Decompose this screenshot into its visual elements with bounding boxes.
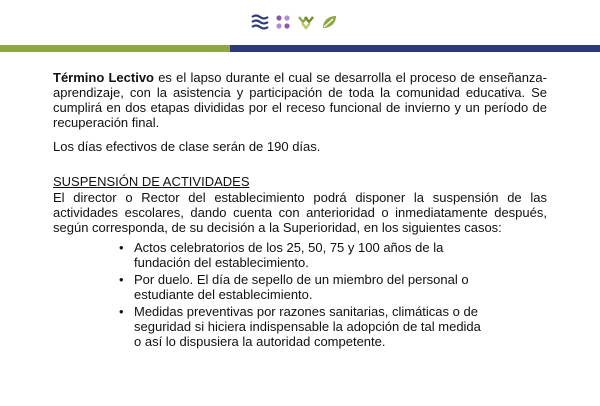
list-item <box>119 304 484 349</box>
suspension-paragraph: El director o Rector del establecimiento podrá disponer la suspensión de las actividades escolares, dando cuenta con anterioridad o inmediatamente después, según corresponda, de su decisión a la Superioridad, en los siguientes casos: <box>53 190 547 235</box>
bullet-icon: • <box>119 272 124 287</box>
document-body <box>53 70 547 351</box>
list-item <box>119 272 484 302</box>
list-item <box>119 240 484 270</box>
term-name: Término Lectivo <box>53 70 154 85</box>
four-dots-icon <box>275 14 291 30</box>
double-chevron-icon <box>297 14 315 30</box>
section-heading: SUSPENSIÓN DE ACTIVIDADES <box>53 174 250 189</box>
header-band <box>0 45 600 52</box>
school-days-note: Los días efectivos de clase serán de 190 días. <box>53 139 321 154</box>
cases-list <box>53 240 484 349</box>
header-logo <box>251 14 337 30</box>
term-definition: es el lapso durante el cual se desarrolla el proceso de enseñanza-aprendizaje, con la asistencia y participación de toda la comunidad educativa. Se cumplirá en dos etapas divididas por el receso funcional de invierno y un período de recuperación final. <box>53 70 547 130</box>
bullet-icon: • <box>119 240 124 255</box>
list-item-text: Actos celebratorios de los 25, 50, 75 y 100 años de la fundación del establecimiento. <box>134 240 444 270</box>
list-item-text: Por duelo. El día de sepello de un miembro del personal o estudiante del establecimiento. <box>134 272 469 302</box>
bullet-icon: • <box>119 304 124 319</box>
list-item-text: Medidas preventivas por razones sanitarias, climáticas o de seguridad si hiciera indispensable la adopción de tal medida o así lo dispusiera la autoridad competente. <box>134 304 481 349</box>
leaf-icon <box>321 14 337 30</box>
waves-icon <box>251 14 269 30</box>
term-definition-paragraph <box>53 70 547 130</box>
header-band-navy <box>230 45 600 52</box>
header-band-green <box>0 45 230 52</box>
